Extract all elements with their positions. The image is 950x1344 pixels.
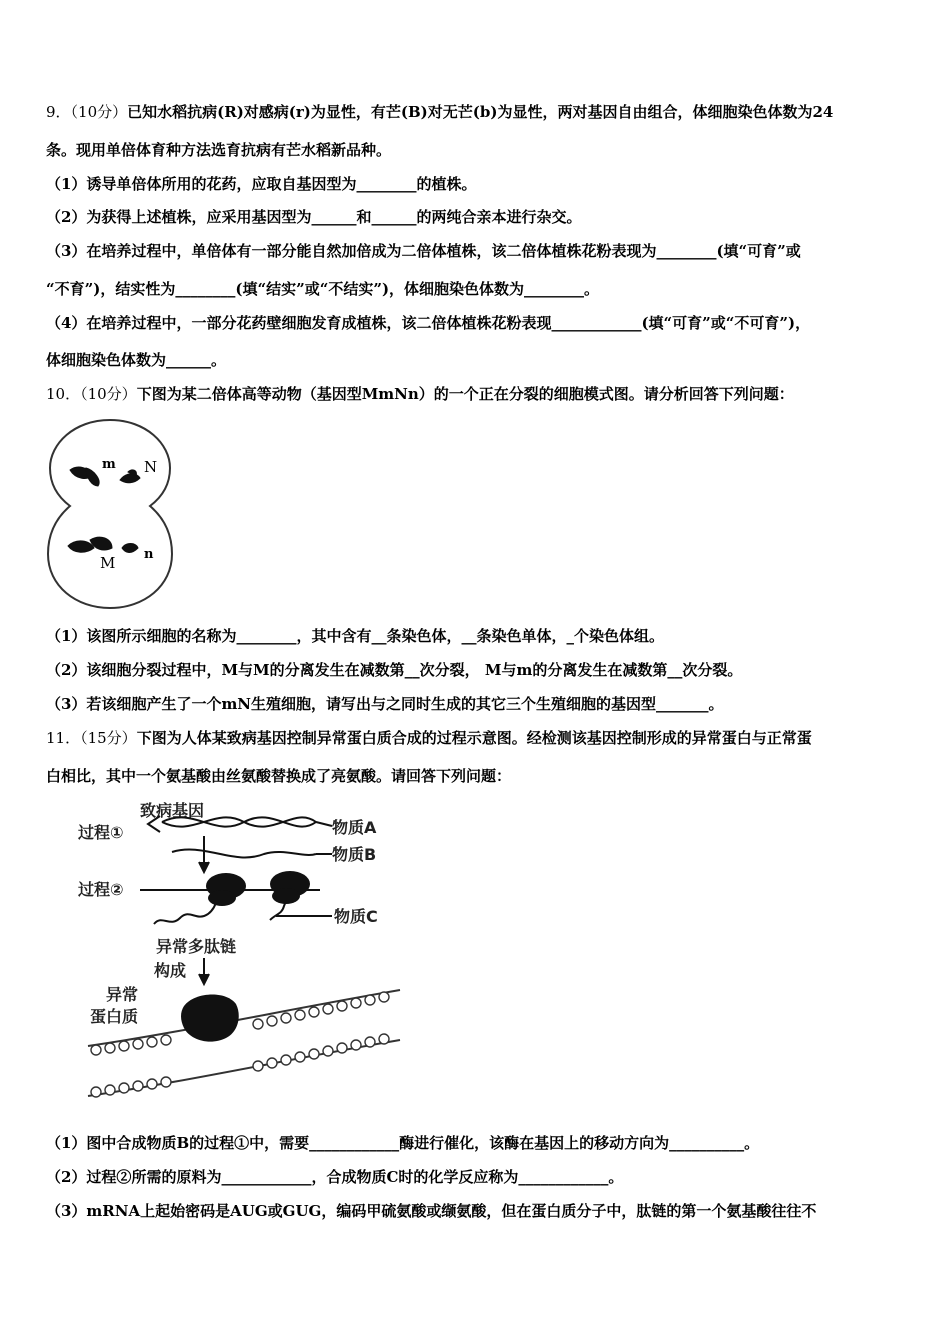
gene-label-n: n: [144, 547, 154, 562]
label-protein: 蛋白质: [90, 1007, 139, 1026]
mrna-strand-b: [172, 849, 316, 857]
q11-number: 11．（15分）: [46, 729, 137, 747]
label-substance-c: 物质C: [334, 907, 378, 926]
q9-sub4-line1: （4）在培养过程中，一部分花药壁细胞发育成植株，该二倍体植株花粉表现____________(填“可育”或“不可育”)，: [46, 314, 811, 332]
chromosome-upper-left: [70, 467, 99, 486]
q10-sub1: （1）该图所示细胞的名称为________，其中含有__条染色体，__条染色单体，_个染色体组。: [46, 627, 664, 645]
q10-number: 10．（10分）: [46, 385, 137, 403]
q10-sub3: （3）若该细胞产生了一个mN生殖细胞，请写出与之同时生成的其它三个生殖细胞的基因型_______。: [46, 695, 724, 713]
cell-division-figure: [44, 414, 176, 614]
gene-label-M: M: [100, 554, 116, 572]
arrow-process1-head: [199, 862, 209, 872]
label-pathogenic-gene: 致病基因: [140, 801, 205, 820]
cell-outline: [48, 420, 172, 608]
q11-sub2: （2）过程②所需的原料为____________，合成物质C时的化学反应称为____________。: [46, 1168, 624, 1186]
q9-stem-text: 已知水稻抗病(R)对感病(r)为显性，有芒(B)对无芒(b)为显性，两对基因自由组合，体细胞染色体数为24: [127, 103, 834, 121]
q10-stem: [46, 384, 794, 404]
q9-sub2: （2）为获得上述植株，应采用基因型为______和______的两纯合亲本进行杂交。: [46, 208, 582, 226]
label-abnormal: 异常: [106, 985, 139, 1004]
q9-stem-line2: 条。现用单倍体育种方法选育抗病有芒水稻新品种。: [46, 141, 392, 159]
chromosome-lower-left: [68, 537, 112, 552]
gene-label-N: N: [144, 458, 158, 476]
gene-label-m: m: [102, 457, 116, 472]
label-process-2: 过程②: [78, 880, 124, 899]
q11-sub3: （3）mRNA上起始密码是AUG或GUG，编码甲硫氨酸或缬氨酸，但在蛋白质分子中，肽链的第一个氨基酸往往不: [46, 1202, 817, 1220]
label-substance-a: 物质A: [332, 818, 377, 837]
arrow-polypeptide-head: [199, 974, 209, 984]
label-abnormal-polypeptide: 异常多肽链: [156, 937, 237, 956]
q11-stem-line1: [46, 728, 812, 748]
label-forms: 构成: [154, 961, 187, 980]
q9-sub4-line2: 体细胞染色体数为______。: [46, 351, 227, 369]
label-substance-b: 物质B: [332, 845, 377, 864]
ribosome-1: [206, 873, 246, 906]
abnormal-protein-blob: [181, 994, 239, 1041]
chromosome-upper-right: [120, 470, 140, 483]
chromosome-lower-right: [122, 544, 138, 553]
q9-number: 9．（10分）: [46, 103, 128, 121]
q9-sub1: （1）诱导单倍体所用的花药，应取自基因型为________的植株。: [46, 175, 477, 193]
label-process-1: 过程①: [78, 823, 124, 842]
q11-stem-line2: 白相比，其中一个氨基酸由丝氨酸替换成了亮氨酸。请回答下列问题：: [46, 767, 512, 785]
q9-stem-line1: [46, 102, 833, 122]
q10-stem-text: 下图为某二倍体高等动物（基因型MmNn）的一个正在分裂的细胞模式图。请分析回答下列问题：: [136, 385, 794, 403]
ribosome-2: [270, 871, 310, 904]
dna-line-extension: [316, 822, 332, 826]
q9-sub3-line2: “不育”)，结实性为________(填“结实”或“不结实”)，体细胞染色体数为________。: [46, 280, 600, 298]
protein-synthesis-figure: [44, 796, 404, 1108]
q11-stem-text: 下图为人体某致病基因控制异常蛋白质合成的过程示意图。经检测该基因控制形成的异常蛋白与正常蛋: [136, 729, 812, 747]
q10-sub2: （2）该细胞分裂过程中，M与M的分离发生在减数第__次分裂， M与m的分离发生在减数第__次分裂。: [46, 661, 743, 679]
q9-sub3-line1: （3）在培养过程中，单倍体有一部分能自然加倍成为二倍体植株，该二倍体植株花粉表现为________(填“可育”或: [46, 242, 801, 260]
q11-sub1: （1）图中合成物质B的过程①中，需要____________酶进行催化，该酶在基因上的移动方向为__________。: [46, 1134, 760, 1152]
